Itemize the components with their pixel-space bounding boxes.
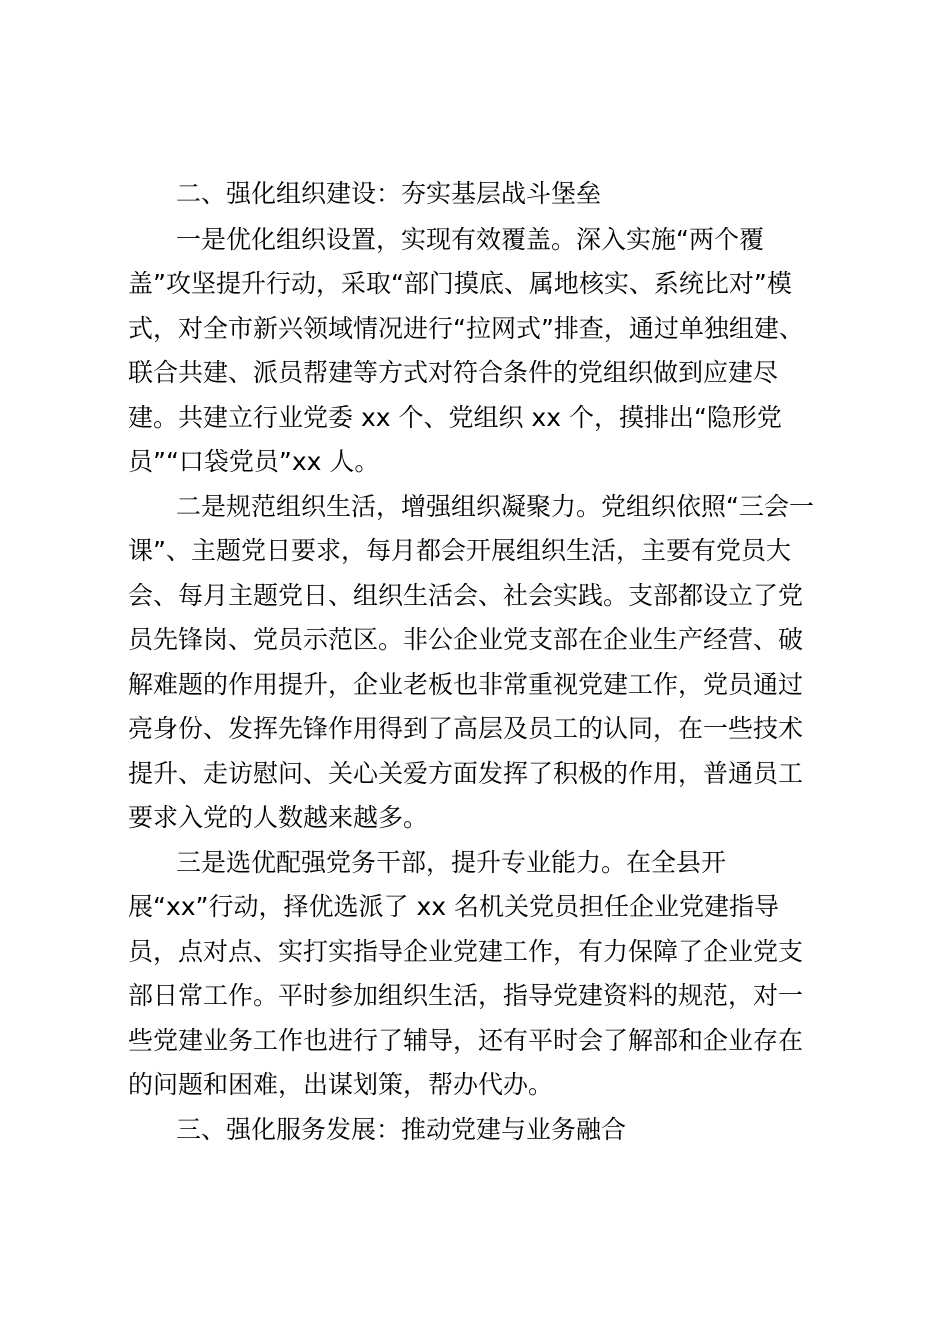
paragraph-line: 解难题的作用提升，企业老板也非常重视党建工作，党员通过 bbox=[128, 670, 804, 699]
paragraph-line: 员”“口袋党员”xx 人。 bbox=[128, 447, 380, 476]
paragraph-line: 些党建业务工作也进行了辅导，还有平时会了解部和企业存在 bbox=[128, 1026, 804, 1055]
paragraph-line: 部日常工作。平时参加组织生活，指导党建资料的规范，对一 bbox=[128, 981, 804, 1010]
paragraph-line: 一是优化组织设置，实现有效覆盖。深入实施“两个覆 bbox=[176, 225, 764, 254]
paragraph-line: 展“xx”行动，择优选派了 xx 名机关党员担任企业党建指导 bbox=[128, 892, 779, 921]
paragraph-line: 会、每月主题党日、组织生活会、社会实践。支部都设立了党 bbox=[128, 581, 804, 610]
paragraph-line: 三是选优配强党务干部，提升专业能力。在全县开 bbox=[176, 848, 727, 877]
paragraph-line: 的问题和困难，出谋划策，帮办代办。 bbox=[128, 1070, 554, 1099]
paragraph-line: 建。共建立行业党委 xx 个、党组织 xx 个，摸排出“隐形党 bbox=[128, 403, 782, 432]
paragraph-line: 亮身份、发挥先锋作用得到了高层及员工的认同，在一些技术 bbox=[128, 714, 804, 743]
paragraph-line: 员先锋岗、党员示范区。非公企业党支部在企业生产经营、破 bbox=[128, 625, 804, 654]
paragraph-line: 员，点对点、实打实指导企业党建工作，有力保障了企业党支 bbox=[128, 937, 804, 966]
paragraph-line: 要求入党的人数越来越多。 bbox=[128, 803, 429, 832]
paragraph-line: 联合共建、派员帮建等方式对符合条件的党组织做到应建尽 bbox=[128, 358, 779, 387]
section-heading-2: 二、强化组织建设：夯实基层战斗堡垒 bbox=[176, 179, 602, 208]
section-heading-3: 三、强化服务发展：推动党建与业务融合 bbox=[176, 1115, 627, 1144]
paragraph-line: 式，对全市新兴领域情况进行“拉网式”排查，通过单独组建、 bbox=[128, 314, 804, 343]
paragraph-line: 提升、走访慰问、关心关爱方面发挥了积极的作用，普通员工 bbox=[128, 759, 804, 788]
paragraph-line: 盖”攻坚提升行动，采取“部门摸底、属地核实、系统比对”模 bbox=[128, 269, 792, 298]
paragraph-line: 二是规范组织生活，增强组织凝聚力。党组织依照“三会一 bbox=[176, 492, 814, 521]
paragraph-line: 课”、主题党日要求，每月都会开展组织生活，主要有党员大 bbox=[128, 536, 791, 565]
